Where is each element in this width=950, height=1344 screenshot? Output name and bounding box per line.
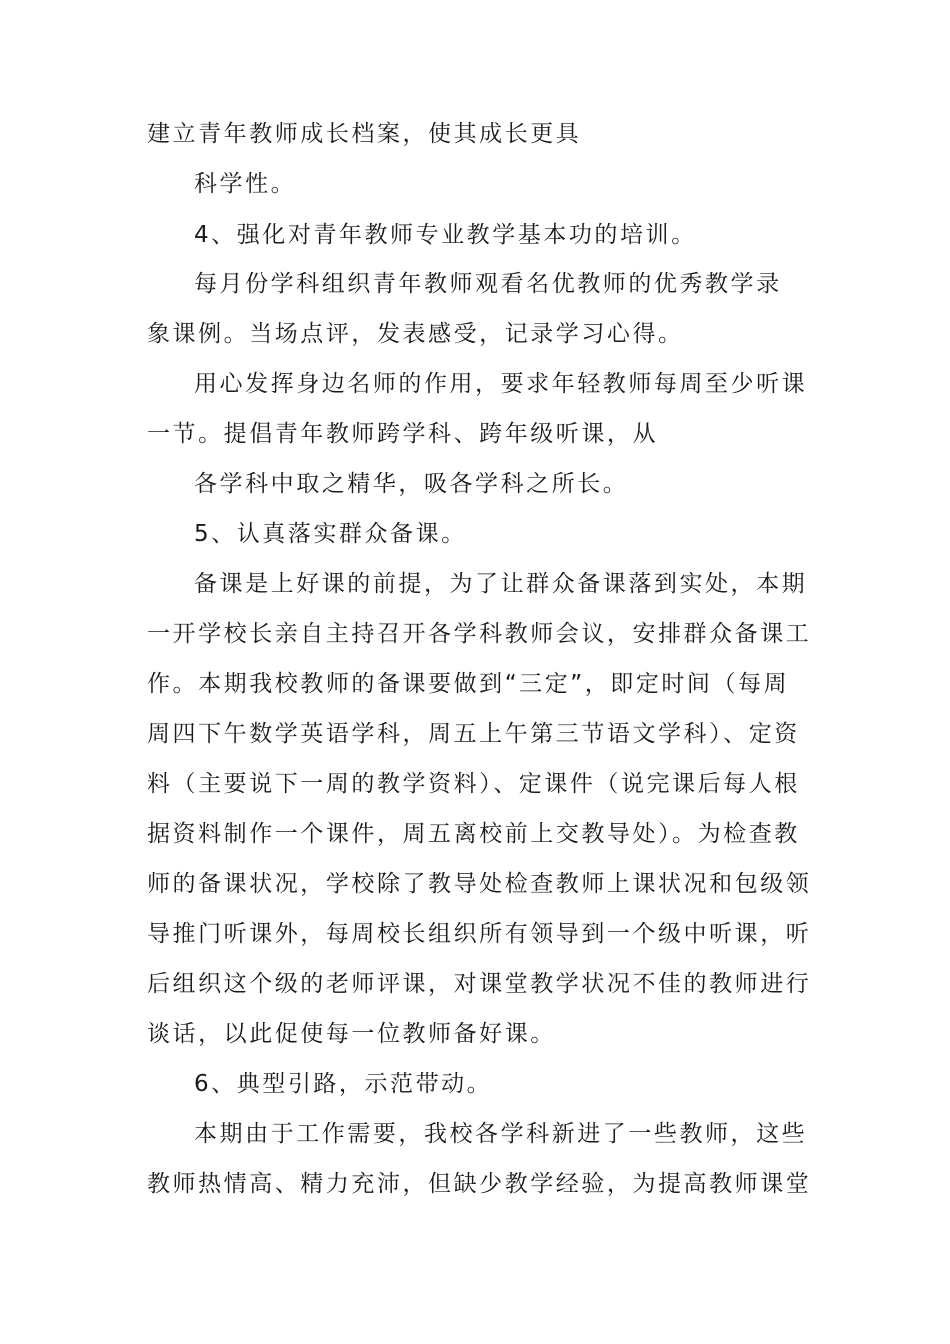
paragraph-line: 谈话，以此促使每一位教师备好课。 (147, 1021, 556, 1047)
paragraph-line: 据资料制作一个课件，周五离校前上交教导处）。为检查教 (147, 821, 800, 847)
paragraph-line: 象课例。当场点评，发表感受，记录学习心得。 (147, 321, 684, 347)
paragraph-line: 周四下午数学英语学科，周五上午第三节语文学科）、定资 (147, 721, 800, 747)
paragraph-line: 师的备课状况，学校除了教导处检查教师上课状况和包级领 (147, 871, 812, 897)
paragraph-line: 作。本期我校教师的备课要做到“三定”，即定时间（每周 (147, 671, 790, 697)
paragraph-line: 用心发挥身边名师的作用，要求年轻教师每周至少听课 (194, 371, 808, 397)
section-heading-5: 5、认真落实群众备课。 (194, 521, 467, 547)
section-heading-4: 4、强化对青年教师专业教学基本功的培训。 (194, 222, 697, 248)
paragraph-line: 建立青年教师成长档案，使其成长更具 (147, 121, 582, 147)
paragraph-line: 一节。提倡青年教师跨学科、跨年级听课，从 (147, 421, 658, 447)
paragraph-line: 导推门听课外，每周校长组织所有领导到一个级中听课，听 (147, 921, 812, 947)
paragraph-line: 每月份学科组织青年教师观看名优教师的优秀教学录 (194, 271, 782, 297)
paragraph-line: 备课是上好课的前提，为了让群众备课落到实处，本期 (194, 571, 808, 597)
paragraph-line: 科学性。 (194, 171, 297, 197)
paragraph-line: 教师热情高、精力充沛，但缺少教学经验，为提高教师课堂 (147, 1171, 812, 1197)
paragraph-line: 后组织这个级的老师评课，对课堂教学状况不佳的教师进行 (147, 971, 812, 997)
paragraph-line: 本期由于工作需要，我校各学科新进了一些教师，这些 (194, 1121, 808, 1147)
section-heading-6: 6、典型引路，示范带动。 (194, 1071, 493, 1097)
paragraph-line: 料（主要说下一周的教学资料）、定课件（说完课后每人根 (147, 771, 800, 797)
paragraph-line: 各学科中取之精华，吸各学科之所长。 (194, 471, 629, 497)
paragraph-line: 一开学校长亲自主持召开各学科教师会议，安排群众备课工 (147, 621, 812, 647)
